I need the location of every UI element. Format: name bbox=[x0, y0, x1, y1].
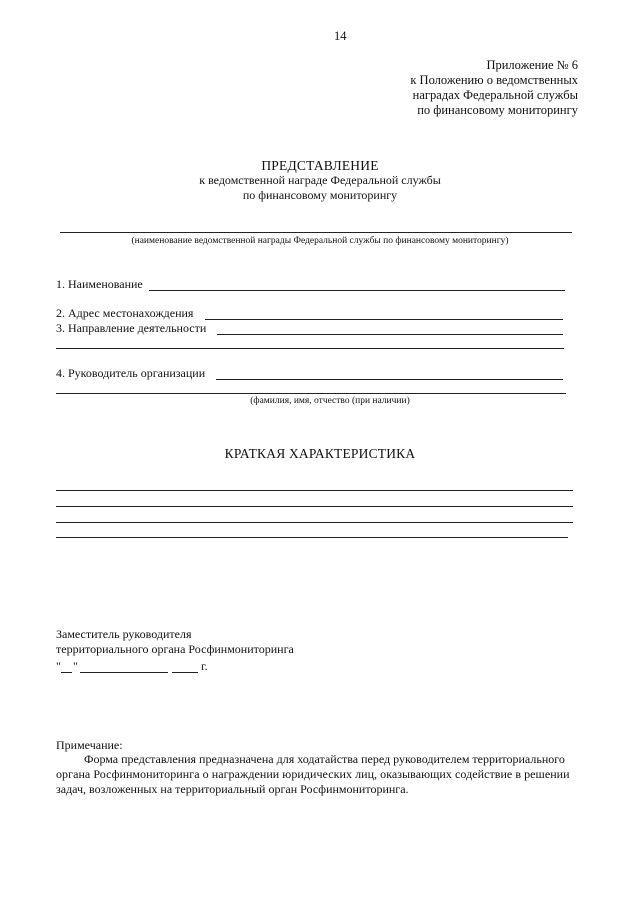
signature-block bbox=[56, 627, 294, 657]
award-name-line[interactable] bbox=[60, 232, 572, 233]
appendix-line-4: по финансовому мониторингу bbox=[417, 103, 578, 117]
field-head-hint: (фамилия, имя, отчество (при наличии) bbox=[250, 396, 410, 406]
date-quote-open: " bbox=[56, 659, 61, 673]
award-name-hint: (наименование ведомственной награды Федеральной службы по финансовому мониторингу) bbox=[131, 236, 509, 246]
note-label: Примечание: bbox=[56, 738, 123, 752]
date-day-input[interactable] bbox=[61, 672, 72, 673]
signature-line-1: Заместитель руководителя bbox=[56, 627, 192, 641]
title-sub-1: к ведомственной награде Федеральной службы bbox=[199, 173, 441, 187]
note-text-line-1: Форма представления предназначена для ходатайства перед руководителем территориального bbox=[84, 752, 565, 766]
field-name-input[interactable] bbox=[149, 290, 565, 291]
characteristic-line-2[interactable] bbox=[56, 506, 573, 507]
appendix-line-1: Приложение № 6 bbox=[486, 58, 578, 72]
field-address-label: 2. Адрес местонахождения bbox=[56, 306, 194, 320]
appendix-line-2: к Положению о ведомственных bbox=[410, 73, 578, 87]
characteristic-line-1[interactable] bbox=[56, 490, 573, 491]
page-number: 14 bbox=[334, 29, 347, 43]
field-head-input-2[interactable] bbox=[56, 393, 566, 394]
date-year-suffix: г. bbox=[201, 659, 208, 673]
title-main: ПРЕДСТАВЛЕНИЕ bbox=[261, 158, 379, 173]
title-sub-2: по финансовому мониторингу bbox=[242, 188, 398, 202]
note-text-line-3: задач, возложенных на территориальный орган Росфинмониторинга. bbox=[56, 782, 409, 796]
document-title bbox=[150, 158, 490, 203]
field-activity-label: 3. Направление деятельности bbox=[56, 321, 207, 335]
appendix-header bbox=[410, 58, 578, 118]
field-head-input[interactable] bbox=[216, 379, 563, 380]
note-text-line-2: органа Росфинмониторинга о награждении юридических лиц, оказывающих содействие в решении bbox=[56, 767, 570, 781]
field-head-label: 4. Руководитель организации bbox=[56, 366, 206, 380]
characteristic-title: КРАТКАЯ ХАРАКТЕРИСТИКА bbox=[224, 446, 416, 461]
field-activity-input[interactable] bbox=[217, 334, 563, 335]
note-text bbox=[56, 752, 576, 797]
characteristic-line-3[interactable] bbox=[56, 522, 573, 523]
field-activity-input-2[interactable] bbox=[56, 348, 564, 349]
characteristic-line-4[interactable] bbox=[56, 537, 568, 538]
field-name-label: 1. Наименование bbox=[56, 277, 143, 291]
date-quote-close: " bbox=[73, 659, 78, 673]
signature-line-2: территориального органа Росфинмониторинга bbox=[56, 642, 294, 656]
date-month-input[interactable] bbox=[80, 672, 168, 673]
appendix-line-3: наградах Федеральной службы bbox=[412, 88, 578, 102]
field-address-input[interactable] bbox=[205, 319, 563, 320]
date-year-input[interactable] bbox=[172, 672, 198, 673]
